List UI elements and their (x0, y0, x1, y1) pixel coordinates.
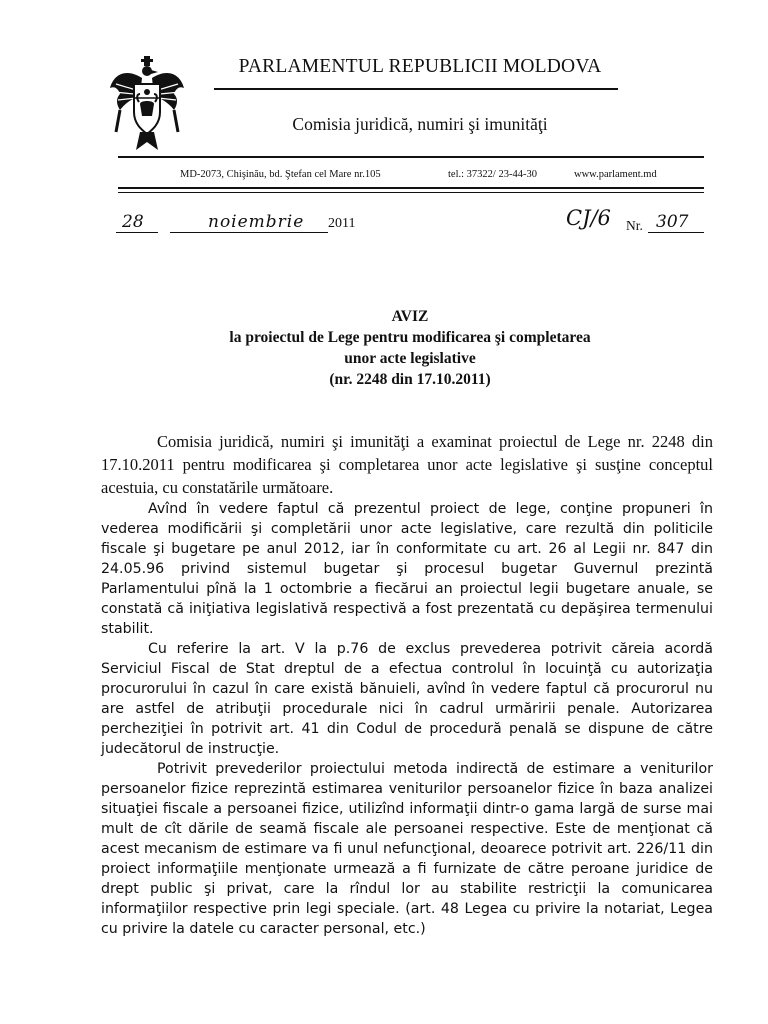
contact-rule-top (118, 156, 704, 158)
header-rule (214, 88, 618, 90)
title-line-4: (nr. 2248 din 17.10.2011) (329, 371, 491, 388)
commission-name: Comisia juridică, numiri şi imunităţi (292, 114, 548, 134)
coat-of-arms-icon (106, 54, 188, 154)
address: MD-2073, Chişinău, bd. Ştefan cel Mare nr.105 (180, 169, 381, 180)
paragraph-1: Comisia juridică, numiri şi imunităţi a examinat proiectul de Lege nr. 2248 din 17.10.2011 pentru modificarea şi completarea unor acte legislative şi susţine conceptul acestuia, cu constatările următoare. (101, 432, 713, 497)
document-title (90, 306, 730, 390)
dateline (116, 206, 716, 244)
paragraph-2: Avînd în vedere faptul că prezentul proiect de lege, conţine propuneri în vederea modificării şi completării unor acte legislative, care rezultă din politicile fiscale şi bugetare pe anul 2012, iar în conformitate cu art. 26 al Legii nr. 847 din 24.05.96 privind sistemul bugetar şi procesul bugetar Guvernul prezintă Parlamentului pînă la 1 octombrie a fiecărui an proiectul legii bugetare anuale, se constată că iniţiativa legislativă respectivă a fost prezentată cu depăşirea termenului stabilit. (101, 501, 713, 637)
phone: tel.: 37322/ 23-44-30 (448, 169, 537, 180)
date-month-underline (170, 232, 328, 233)
title-line-3: unor acte legislative (344, 350, 476, 367)
reference-code: CJ/6 (566, 206, 611, 230)
contact-line (118, 169, 704, 185)
contact-rule-bottom-thin (118, 192, 704, 193)
title-line-1: AVIZ (391, 308, 429, 325)
website: www.parlament.md (574, 169, 657, 180)
title-line-2: la proiectul de Lege pentru modificarea şi completarea (229, 329, 591, 346)
number-underline (648, 232, 704, 233)
paragraph-3: Cu referire la art. V la p.76 de exclus prevederea potrivit căreia acordă Serviciul Fiscal de Stat dreptul de a efectua controlul în locuinţă cu autorizaţia procurorului în cazul în care există bănuieli, avînd în vedere faptul că procurorul nu are astfel de atribuţii procedurale nici în cadrul urmăririi penale. Autorizarea percheziţiei în potrivit art. 41 din Codul de procedură penală se dispune de către judecătorul de instrucţie. (101, 641, 713, 757)
number-label: Nr. (626, 218, 643, 233)
parliament-name: PARLAMENTUL REPUBLICII MOLDOVA (238, 56, 602, 77)
date-month: noiembrie (208, 212, 305, 232)
date-day-underline (116, 232, 158, 233)
date-day: 28 (122, 212, 144, 232)
date-year: 2011 (328, 216, 356, 231)
contact-rule-bottom (118, 187, 704, 189)
paragraph-4: Potrivit prevederilor proiectului metoda indirectă de estimare a veniturilor persoanelor fizice reprezintă estimarea veniturilor persoanelor fizice în baza analizei situaţiei fiscale a persoanei fizice, utilizînd informaţii dintr-o gama largă de surse mai mult de cît dările de seamă fiscale ale persoanei respective. Este de menţionat că acest mecanism de estimare va fi unul nefuncţional, deoarece potrivit art. 226/11 din proiect informaţiile menţionate urmează a fi furnizate de către peroane juridice de drept public şi privat, care la rîndul lor au stabilite restricţii la comunicarea informaţiilor respective prin legi speciale. (art. 48 Legea cu privire la notariat, Legea cu privire la datele cu caracter personal, etc.) (101, 761, 713, 937)
registration-number: 307 (656, 212, 689, 232)
document-body (101, 430, 713, 939)
